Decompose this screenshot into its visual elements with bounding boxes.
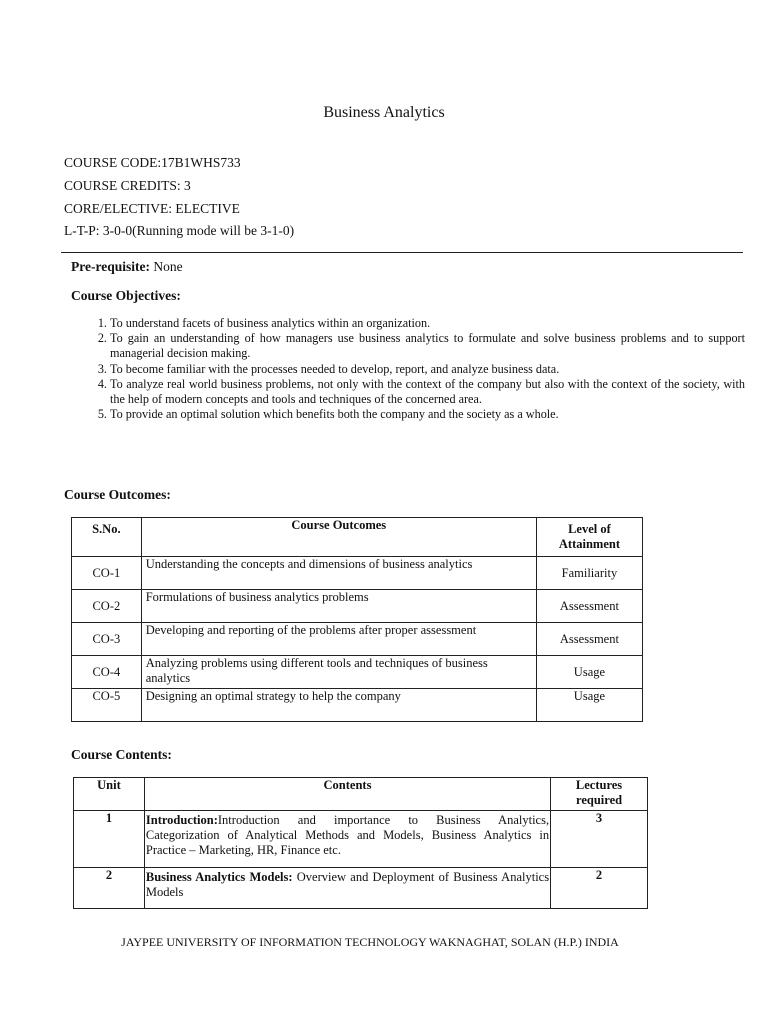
unit-number: 1	[74, 811, 145, 868]
unit-lectures: 3	[551, 811, 648, 868]
objectives-heading: Course Objectives:	[71, 288, 181, 303]
co-text: Formulations of business analytics problems	[141, 590, 536, 623]
unit-lectures: 2	[551, 868, 648, 909]
prerequisite-value: None	[153, 259, 183, 274]
co-level: Familiarity	[536, 557, 642, 590]
objective-item: 5. To provide an optimal solution which benefits both the company and the society as a whole.	[110, 407, 745, 422]
unit-number: 2	[74, 868, 145, 909]
objective-item: 4. To analyze real world business problems, not only with the context of the company but also with the context of the society, with the help of modern concepts and tools and techniques of the concerned area.	[110, 377, 745, 407]
header-sno: S.No.	[72, 518, 142, 557]
course-credits: COURSE CREDITS: 3	[64, 178, 191, 193]
page-footer: JAYPEE UNIVERSITY OF INFORMATION TECHNOLOGY WAKNAGHAT, SOLAN (H.P.) INDIA	[121, 935, 619, 949]
co-level: Assessment	[536, 623, 642, 656]
co-sno: CO-2	[72, 590, 142, 623]
unit-contents	[144, 811, 550, 868]
co-sno: CO-1	[72, 557, 142, 590]
contents-heading: Course Contents:	[71, 747, 172, 762]
contents-table	[73, 777, 648, 909]
header-unit: Unit	[74, 778, 145, 811]
outcomes-table	[71, 517, 643, 722]
objective-item: 3. To become familiar with the processes needed to develop, report, and analyze business data.	[110, 362, 745, 377]
ltp: L-T-P: 3-0-0(Running mode will be 3-1-0)	[64, 223, 295, 238]
co-text: Understanding the concepts and dimensions of business analytics	[141, 557, 536, 590]
prerequisite-label: Pre-requisite:	[71, 259, 150, 274]
objective-item: 2. To gain an understanding of how managers use business analytics to formulate and solve business problems and to support managerial decision making.	[110, 331, 745, 361]
co-level: Usage	[536, 656, 642, 689]
unit-topic-text: Introduction and importance to Business Analytics, Categorization of Analytical Methods and Models, Business Analytics in Practice – Marketing, HR, Finance etc.	[145, 813, 550, 857]
unit-topic-text: Overview and Deployment of Business Analytics Models	[145, 870, 550, 899]
table-header-row	[72, 518, 643, 557]
header-lectures: Lectures required	[551, 778, 648, 811]
header-level: Level of Attainment	[536, 518, 642, 557]
table-row	[72, 689, 643, 722]
co-sno: CO-5	[72, 689, 142, 722]
unit-topic-title: Business Analytics Models:	[145, 870, 293, 884]
document-title: Business Analytics	[323, 104, 445, 121]
unit-topic-title: Introduction:	[145, 813, 218, 827]
co-level: Assessment	[536, 590, 642, 623]
unit-contents	[144, 868, 550, 909]
table-row	[72, 623, 643, 656]
course-code: COURSE CODE:17B1WHS733	[64, 155, 241, 170]
co-text: Developing and reporting of the problems after proper assessment	[141, 623, 536, 656]
co-text: Designing an optimal strategy to help the company	[141, 689, 536, 722]
header-outcomes: Course Outcomes	[141, 518, 536, 557]
table-row	[72, 557, 643, 590]
objective-item: 1. To understand facets of business analytics within an organization.	[110, 316, 745, 331]
objectives-list	[70, 316, 745, 422]
table-header-row	[74, 778, 648, 811]
co-sno: CO-4	[72, 656, 142, 689]
co-level: Usage	[536, 689, 642, 722]
co-text: Analyzing problems using different tools and techniques of business analytics	[141, 656, 536, 689]
header-contents: Contents	[144, 778, 550, 811]
table-row	[74, 868, 648, 909]
divider	[61, 252, 743, 253]
table-row	[72, 656, 643, 689]
table-row	[72, 590, 643, 623]
outcomes-heading: Course Outcomes:	[64, 487, 171, 502]
co-sno: CO-3	[72, 623, 142, 656]
table-row	[74, 811, 648, 868]
prerequisite	[71, 259, 183, 275]
core-elective: CORE/ELECTIVE: ELECTIVE	[64, 201, 240, 216]
